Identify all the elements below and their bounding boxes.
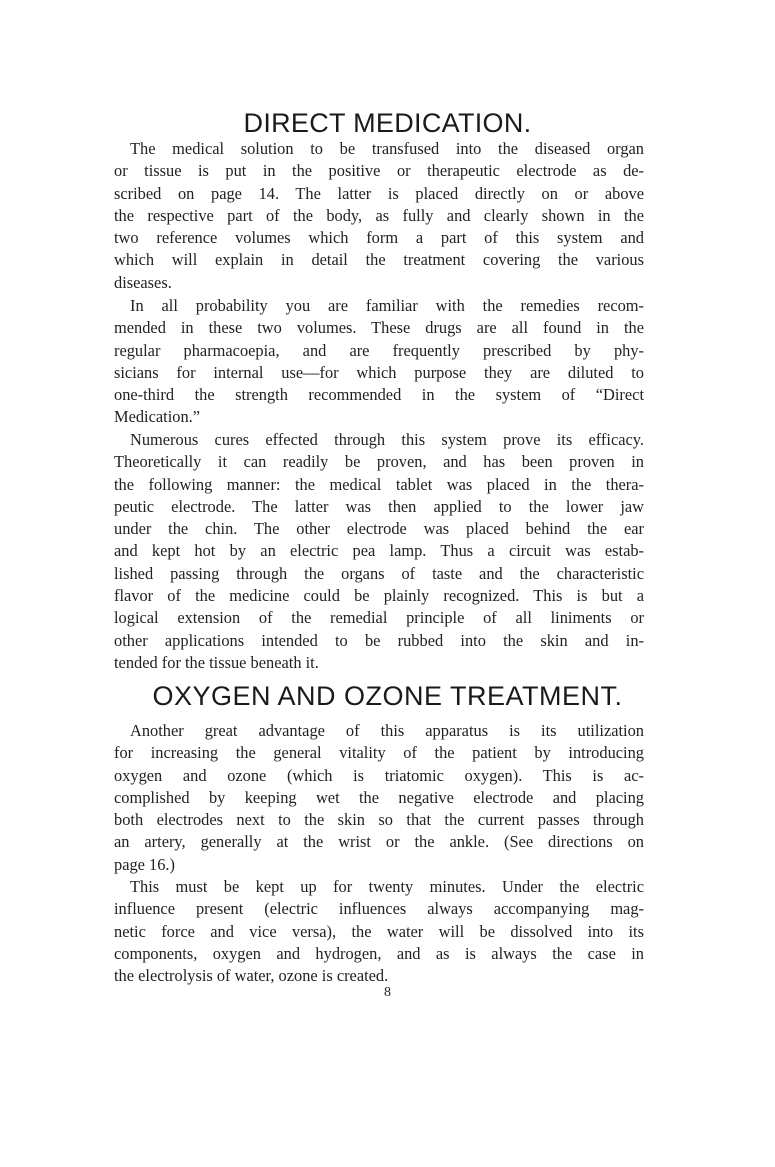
text-line: The medical solution to be transfused into the diseased organ	[130, 139, 644, 158]
text-line: In all probability you are familiar with the remedies recom-	[130, 296, 644, 315]
text-line: oxygen and ozone (which is triatomic oxygen). This is ac-	[114, 765, 644, 785]
text-line: peutic electrode. The latter was then applied to the lower jaw	[114, 496, 644, 516]
paragraph-direct-medication-3	[114, 429, 644, 674]
text-line: Medication.”	[114, 407, 201, 427]
paragraph-oxygen-ozone-2	[114, 876, 644, 987]
text-line: for increasing the general vitality of the patient by introducing	[114, 743, 644, 763]
heading-oxygen-ozone-treatment: OXYGEN AND OZONE TREATMENT.	[152, 681, 623, 711]
text-line: Numerous cures effected through this system prove its efficacy.	[130, 430, 644, 449]
text-line: other applications intended to be rubbed into the skin and in-	[114, 630, 644, 650]
page-number: 8	[384, 985, 391, 1000]
text-line: which will explain in detail the treatment covering the various	[114, 250, 644, 270]
text-line: netic force and vice versa), the water will be dissolved into its	[114, 921, 644, 941]
heading-direct-medication: DIRECT MEDICATION.	[243, 108, 532, 138]
text-line: complished by keeping wet the negative electrode and placing	[114, 787, 644, 807]
text-line: lished passing through the organs of taste and the characteristic	[114, 563, 644, 583]
text-line: Another great advantage of this apparatus is its utilization	[130, 721, 644, 740]
text-line: logical extension of the remedial principle of all liniments or	[114, 608, 644, 628]
text-line: tended for the tissue beneath it.	[114, 652, 319, 672]
text-line: diseases.	[114, 272, 172, 292]
text-line: flavor of the medicine could be plainly recognized. This is but a	[114, 586, 644, 606]
text-line: page 16.)	[114, 854, 175, 874]
text-line: sicians for internal use—for which purpose they are diluted to	[114, 362, 644, 382]
text-line: regular pharmacoepia, and are frequently prescribed by phy-	[114, 340, 644, 360]
text-line: influence present (electric influences always accompanying mag-	[114, 899, 644, 919]
paragraph-direct-medication-2	[114, 295, 644, 429]
text-line: components, oxygen and hydrogen, and as is always the case in	[114, 943, 644, 963]
text-line: two reference volumes which form a part of this system and	[114, 228, 644, 248]
text-line: and kept hot by an electric pea lamp. Thus a circuit was estab-	[114, 541, 644, 561]
text-line: one-third the strength recommended in the system of “Direct	[114, 385, 644, 405]
paragraph-oxygen-ozone-1	[114, 720, 644, 876]
text-line: the respective part of the body, as fully and clearly shown in the	[114, 205, 644, 225]
text-line: mended in these two volumes. These drugs are all found in the	[114, 318, 644, 338]
text-line: scribed on page 14. The latter is placed directly on or above	[114, 183, 644, 203]
text-line: both electrodes next to the skin so that the current passes through	[114, 810, 644, 830]
paragraph-direct-medication-1	[114, 138, 644, 294]
text-line: under the chin. The other electrode was placed behind the ear	[114, 519, 644, 539]
text-line: or tissue is put in the positive or therapeutic electrode as de-	[114, 161, 644, 181]
text-line: This must be kept up for twenty minutes. Under the electric	[130, 877, 644, 896]
text-line: an artery, generally at the wrist or the ankle. (See directions on	[114, 832, 644, 852]
text-line: the electrolysis of water, ozone is created.	[114, 966, 389, 986]
text-line: Theoretically it can readily be proven, and has been proven in	[114, 452, 644, 472]
text-line: the following manner: the medical tablet was placed in the thera-	[114, 474, 644, 494]
